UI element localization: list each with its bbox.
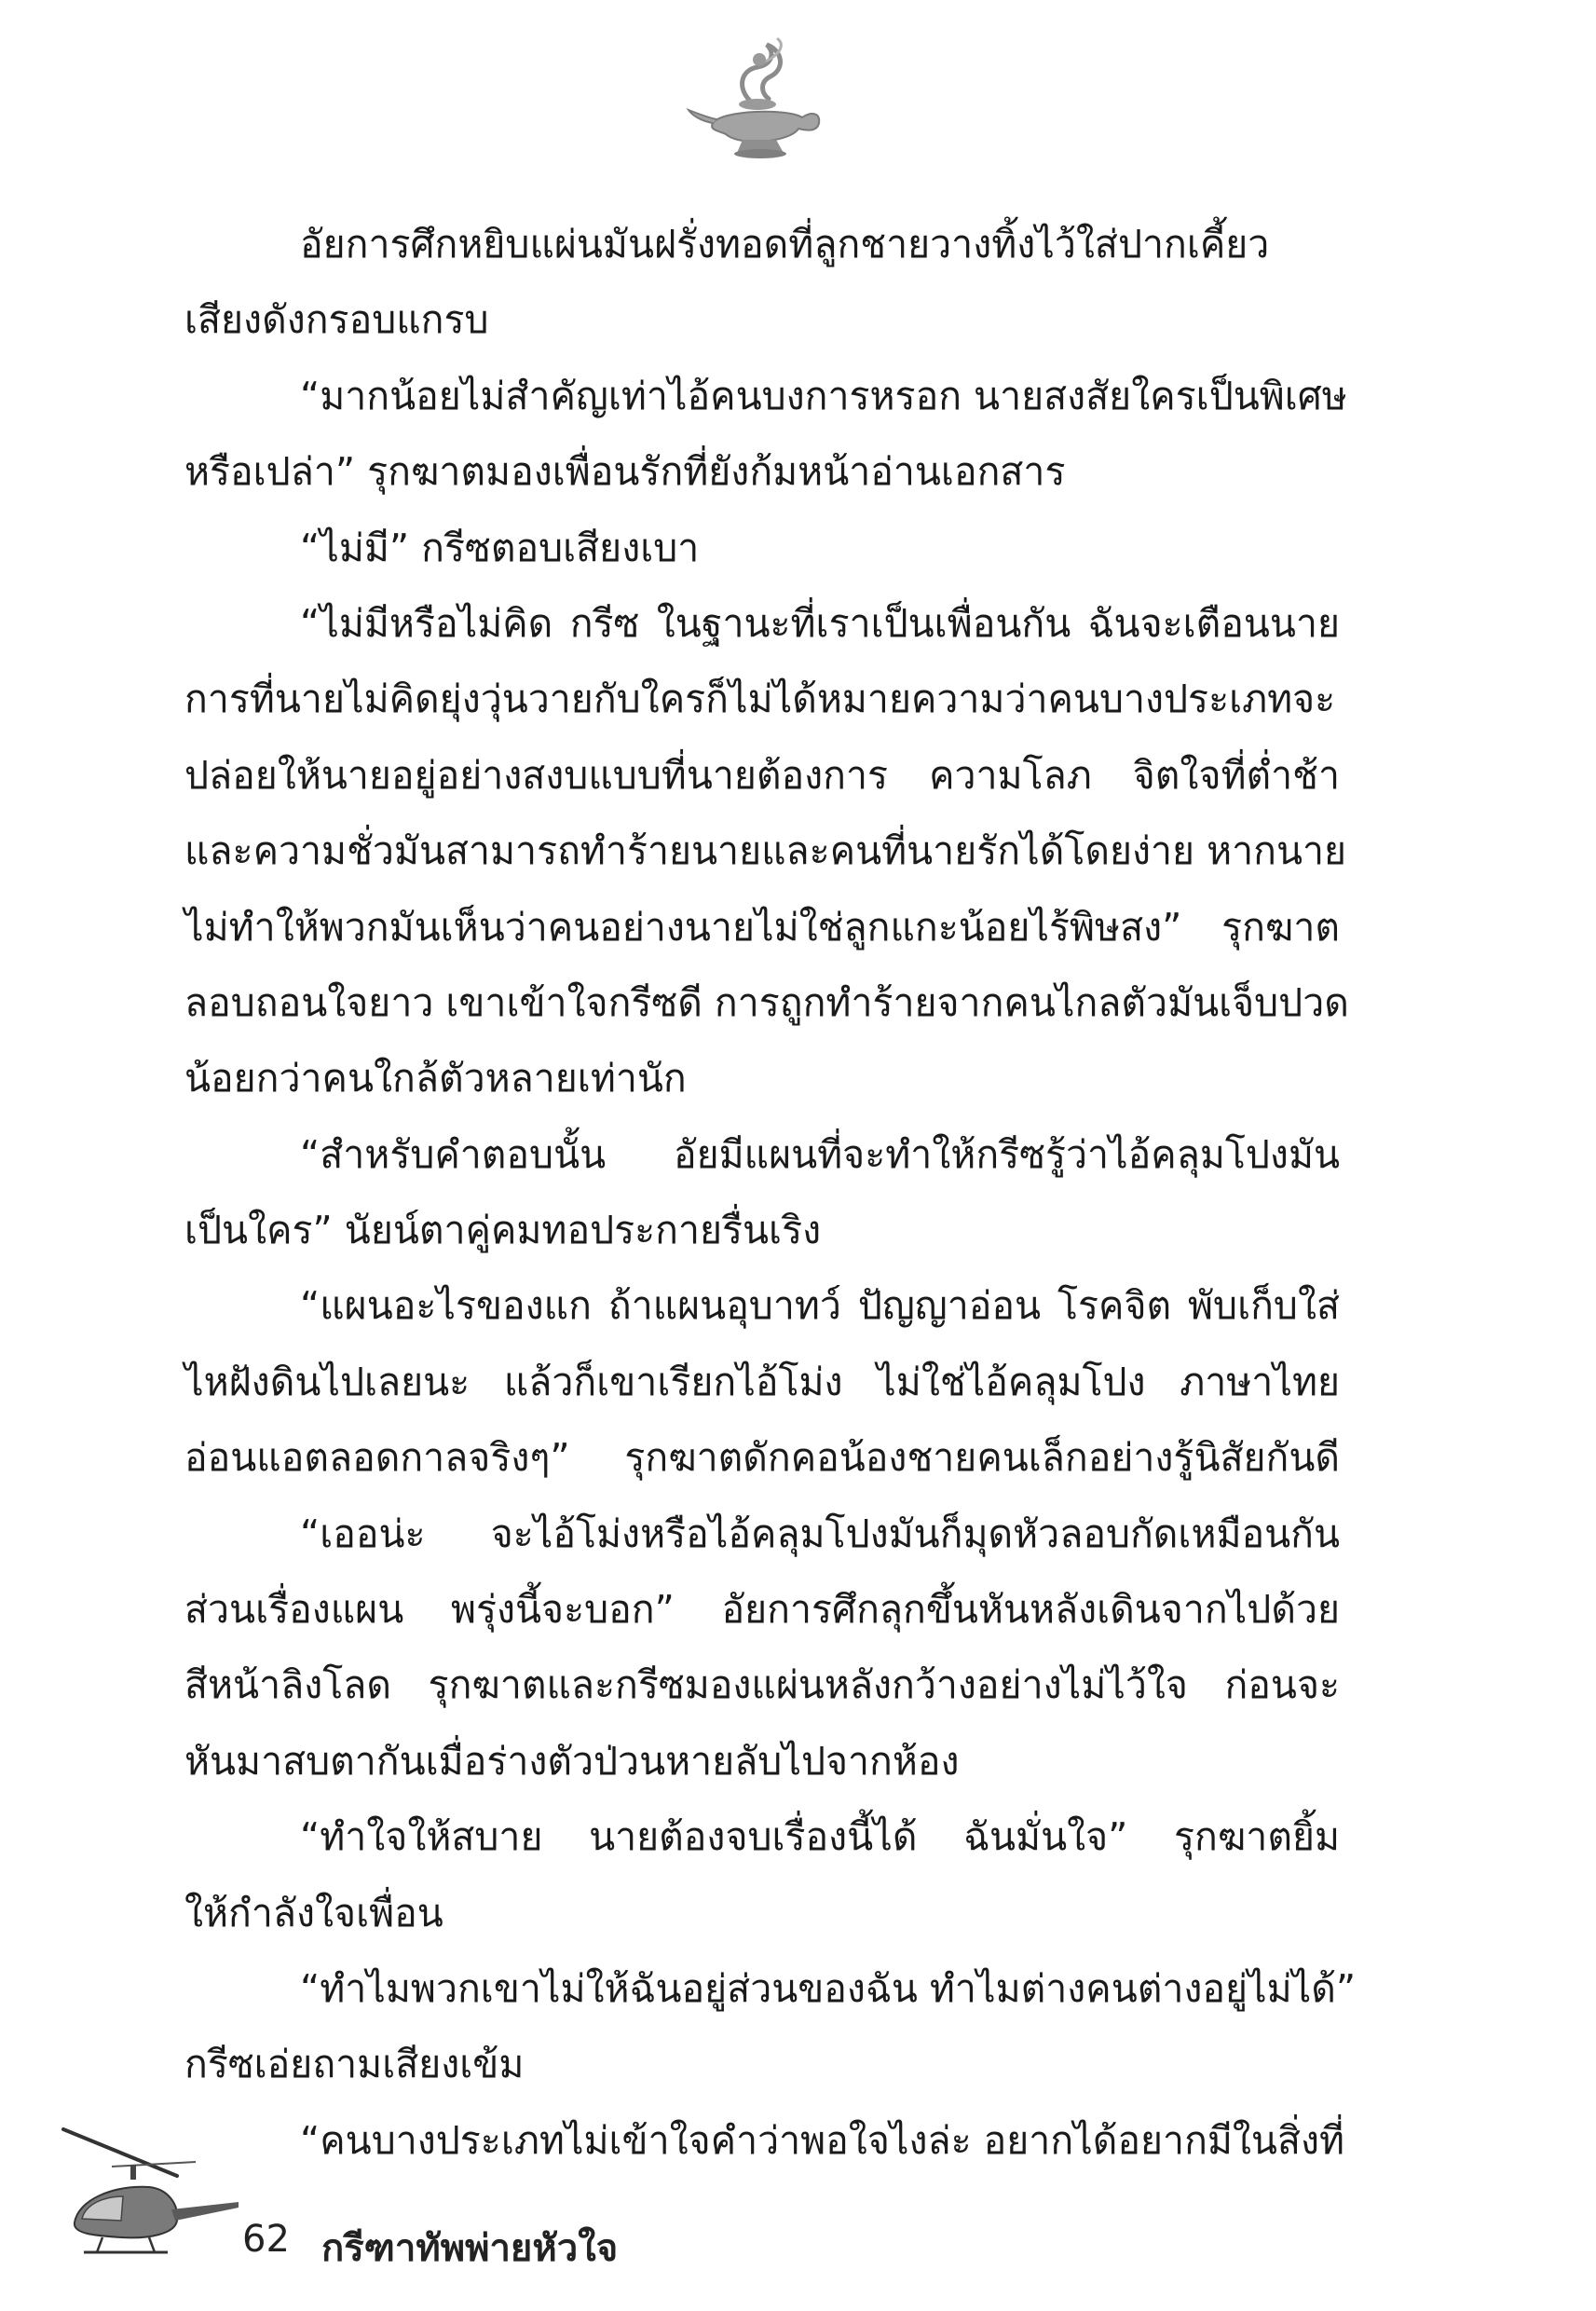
text-line: อ่อนแอตลอดกาลจริงๆ” รุกฆาตดักคอน้องชายคนเล็กอย่างรู้นิสัยกันดี [184, 1435, 1340, 1481]
genie-lamp-icon [685, 37, 825, 177]
body-text [184, 207, 1357, 2179]
text-line: ไม่ทำให้พวกมันเห็นว่าคนอย่างนายไม่ใช่ลูกแกะน้อยไร้พิษสง” รุกฆาต [184, 904, 1340, 950]
text-line: “ทำใจให้สบาย นายต้องจบเรื่องนี้ได้ ฉันมั่นใจ” รุกฆาตยิ้ม [300, 1814, 1340, 1860]
text-line: “มากน้อยไม่สำคัญเท่าไอ้คนบงการหรอก นายสงสัยใครเป็นพิเศษ [300, 373, 1347, 418]
book-title: กรีฑาทัพพ่ายหัวใจ [321, 2227, 619, 2270]
helicopter-icon [56, 2111, 242, 2269]
text-line: “แผนอะไรของแก ถ้าแผนอุบาทว์ ปัญญาอ่อน โรคจิต พับเก็บใส่ [300, 1283, 1340, 1329]
text-line: หรือเปล่า” รุกฆาตมองเพื่อนรักที่ยังก้มหน้าอ่านเอกสาร [184, 449, 1066, 495]
text-line: หันมาสบตากันเมื่อร่างตัวป่วนหายลับไปจากห้อง [184, 1738, 960, 1784]
text-line: การที่นายไม่คิดยุ่งวุ่นวายกับใครก็ไม่ได้หมายความว่าคนบางประเภทจะ [184, 677, 1336, 722]
text-line: และความชั่วมันสามารถทำร้ายนายและคนที่นายรักได้โดยง่าย หากนาย [184, 828, 1347, 874]
text-line: กรีซเอ่ยถามเสียงเข้ม [184, 2042, 525, 2087]
text-line: “ทำไมพวกเขาไม่ให้ฉันอยู่ส่วนของฉัน ทำไมต่างคนต่างอยู่ไม่ได้” [300, 1965, 1357, 2011]
text-line: “สำหรับคำตอบนั้น อัยมีแผนที่จะทำให้กรีซรู้ว่าไอ้คลุมโปงมัน [300, 1131, 1340, 1177]
text-line: ปล่อยให้นายอยู่อย่างสงบแบบที่นายต้องการ ความโลภ จิตใจที่ต่ำช้า [184, 752, 1340, 798]
page-number: 62 [242, 2218, 290, 2261]
text-line: “คนบางประเภทไม่เข้าใจคำว่าพอใจไงล่ะ อยากได้อยากมีในสิ่งที่ [300, 2117, 1345, 2163]
text-line: ส่วนเรื่องแผน พรุ่งนี้จะบอก” อัยการศึกลุกขึ้นหันหลังเดินจากไปด้วย [184, 1587, 1340, 1633]
text-line: เป็นใคร” นัยน์ตาคู่คมทอประกายรื่นเริง [184, 1208, 822, 1253]
text-line: น้อยกว่าคนใกล้ตัวหลายเท่านัก [184, 1056, 687, 1101]
text-line: เสียงดังกรอบแกรบ [184, 297, 489, 343]
text-line: ลอบถอนใจยาว เขาเข้าใจกรีซดี การถูกทำร้ายจากคนไกลตัวมันเจ็บปวด [184, 979, 1349, 1025]
text-line: สีหน้าลิงโลด รุกฆาตและกรีซมองแผ่นหลังกว้างอย่างไม่ไว้ใจ ก่อนจะ [184, 1662, 1340, 1708]
text-line: “ไม่มี” กรีซตอบเสียงเบา [300, 525, 700, 570]
text-line: ไหฝังดินไปเลยนะ แล้วก็เขาเรียกไอ้โม่ง ไม่ใช่ไอ้คลุมโปง ภาษาไทย [184, 1359, 1340, 1404]
page-footer [56, 2111, 894, 2269]
text-line: อัยการศึกหยิบแผ่นมันฝรั่งทอดที่ลูกชายวางทิ้งไว้ใส่ปากเคี้ยว [300, 222, 1270, 267]
text-line: “เออน่ะ จะไอ้โม่งหรือไอ้คลุมโปงมันก็มุดหัวลอบกัดเหมือนกัน [300, 1511, 1340, 1556]
text-line: “ไม่มีหรือไม่คิด กรีซ ในฐานะที่เราเป็นเพื่อนกัน ฉันจะเตือนนาย [300, 600, 1340, 646]
text-line: ให้กำลังใจเพื่อน [184, 1890, 443, 1935]
